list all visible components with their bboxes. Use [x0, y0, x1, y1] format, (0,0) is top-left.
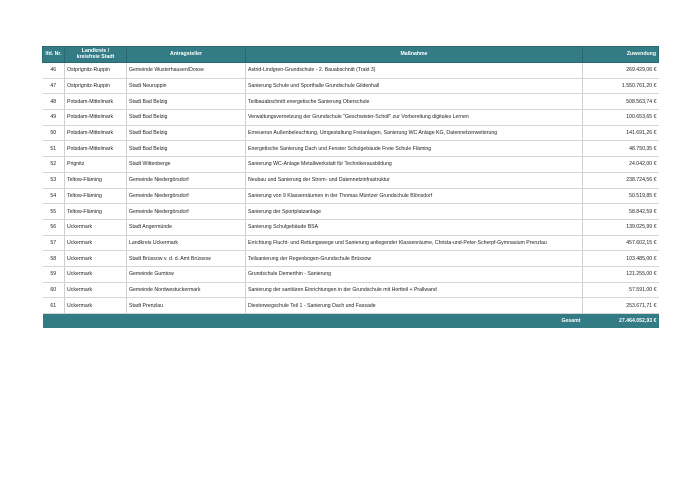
header-antragsteller: Antragsteller — [127, 47, 246, 63]
cell-zuwendung: 238.724,56 € — [583, 172, 659, 188]
cell-antragsteller: Stadt Bad Belzig — [127, 94, 246, 110]
cell-zuwendung: 139.025,99 € — [583, 219, 659, 235]
table-row — [43, 251, 659, 267]
table-row — [43, 94, 659, 110]
cell-nr: 46 — [43, 63, 65, 79]
cell-nr: 59 — [43, 266, 65, 282]
cell-kreis: Uckermark — [65, 298, 127, 314]
cell-nr: 49 — [43, 110, 65, 126]
cell-kreis: Prignitz — [65, 157, 127, 173]
cell-zuwendung: 141.691,26 € — [583, 125, 659, 141]
header-kreis — [65, 47, 127, 63]
cell-kreis: Uckermark — [65, 251, 127, 267]
cell-antragsteller: Gemeinde Gumtow — [127, 266, 246, 282]
funding-table-page — [42, 46, 658, 328]
cell-antragsteller: Stadt Angermünde — [127, 219, 246, 235]
cell-kreis: Teltow-Fläming — [65, 188, 127, 204]
table-row — [43, 157, 659, 173]
cell-antragsteller: Stadt Wittenberge — [127, 157, 246, 173]
cell-zuwendung: 269.429,06 € — [583, 63, 659, 79]
cell-antragsteller: Gemeinde Niedergörsdorf — [127, 204, 246, 220]
cell-nr: 56 — [43, 219, 65, 235]
total-value: 27.464.052,93 € — [583, 314, 659, 329]
cell-nr: 61 — [43, 298, 65, 314]
cell-kreis: Uckermark — [65, 266, 127, 282]
cell-nr: 54 — [43, 188, 65, 204]
cell-massnahme: Sanierung von 9 Klassenräumen in der Thomas Müntzer Grundschule Blönsdorf — [246, 188, 583, 204]
cell-nr: 60 — [43, 282, 65, 298]
cell-nr: 52 — [43, 157, 65, 173]
cell-kreis: Ostprignitz-Ruppin — [65, 63, 127, 79]
cell-massnahme: Teilbauabschnitt energetische Sanierung Oberschule — [246, 94, 583, 110]
header-kreis-line1: Landkreis / — [81, 47, 110, 54]
table-row — [43, 172, 659, 188]
cell-massnahme: Diesterwegschule Teil 1 - Sanierung Dach und Fassade — [246, 298, 583, 314]
cell-zuwendung: 100.653,65 € — [583, 110, 659, 126]
cell-nr: 50 — [43, 125, 65, 141]
cell-antragsteller: Gemeinde Niedergörsdorf — [127, 188, 246, 204]
total-row — [43, 314, 659, 329]
funding-table — [42, 46, 659, 328]
cell-zuwendung: 103.485,00 € — [583, 251, 659, 267]
cell-massnahme: Grundschule Demerthin - Sanierung — [246, 266, 583, 282]
table-header-row — [43, 47, 659, 63]
header-massnahme: Maßnahme — [246, 47, 583, 63]
cell-kreis: Uckermark — [65, 282, 127, 298]
table-row — [43, 125, 659, 141]
cell-nr: 47 — [43, 78, 65, 94]
cell-antragsteller: Stadt Bad Belzig — [127, 110, 246, 126]
table-row — [43, 219, 659, 235]
cell-kreis: Teltow-Fläming — [65, 172, 127, 188]
table-row — [43, 78, 659, 94]
cell-antragsteller: Stadt Brüssow v. d. d. Amt Brüssow — [127, 251, 246, 267]
cell-kreis: Potsdam-Mittelmark — [65, 125, 127, 141]
cell-massnahme: Verwaltungsvernetzung der Grundschule "Geschwister-Scholl" zur Vorbereitung digitales Lernen — [246, 110, 583, 126]
cell-zuwendung: 57.591,00 € — [583, 282, 659, 298]
cell-kreis: Potsdam-Mittelmark — [65, 110, 127, 126]
cell-massnahme: Errichtung Flucht- und Rettungswege und Sanierung anliegender Klassenräume, Christa-und-Peter-Scherpf-Gymnasium Prenzlau — [246, 235, 583, 251]
cell-antragsteller: Landkreis Uckermark — [127, 235, 246, 251]
cell-massnahme: Neubau und Sanierung der Strom- und Datennetzinfrastruktur — [246, 172, 583, 188]
cell-nr: 57 — [43, 235, 65, 251]
cell-massnahme: Sanierung der sanitären Einrichtungen in der Grundschule mit Hortteil + Prallwand — [246, 282, 583, 298]
cell-kreis: Teltow-Fläming — [65, 204, 127, 220]
cell-massnahme: Sanierung WC-Anlage Metallwerkstatt für Technikerausbildung — [246, 157, 583, 173]
table-row — [43, 282, 659, 298]
table-row — [43, 110, 659, 126]
cell-zuwendung: 48.750,35 € — [583, 141, 659, 157]
header-zuwendung: Zuwendung — [583, 47, 659, 63]
cell-kreis: Uckermark — [65, 219, 127, 235]
cell-zuwendung: 50.519,85 € — [583, 188, 659, 204]
cell-massnahme: Sanierung Schule und Sporthalle Grundschule Gildenhall — [246, 78, 583, 94]
cell-antragsteller: Stadt Neuruppin — [127, 78, 246, 94]
cell-massnahme: Erneuerun Außenbeleuchtung, Umgestaltung Freianlagen, Sanierung WC Anlage KG, Datennetzerweiterung — [246, 125, 583, 141]
table-row — [43, 266, 659, 282]
table-row — [43, 298, 659, 314]
cell-massnahme: Energetische Sanierung Dach und Fenster Schulgebäude Freie Schule Fläming — [246, 141, 583, 157]
cell-antragsteller: Stadt Prenzlau — [127, 298, 246, 314]
cell-zuwendung: 1.550.761,20 € — [583, 78, 659, 94]
cell-massnahme: Sanierung Schulgebäude BSA — [246, 219, 583, 235]
cell-antragsteller: Gemeinde Niedergörsdorf — [127, 172, 246, 188]
table-row — [43, 63, 659, 79]
cell-zuwendung: 508.563,74 € — [583, 94, 659, 110]
cell-nr: 51 — [43, 141, 65, 157]
cell-antragsteller: Gemeinde Nordwestuckermark — [127, 282, 246, 298]
header-nr: lfd. Nr. — [43, 47, 65, 63]
cell-zuwendung: 253.671,71 € — [583, 298, 659, 314]
cell-massnahme: Teilsanierung der Regenbogen-Grundschule Brüssow — [246, 251, 583, 267]
table-row — [43, 235, 659, 251]
table-row — [43, 188, 659, 204]
header-kreis-line2: kreisfreie Stadt — [76, 53, 115, 60]
cell-zuwendung: 24.042,00 € — [583, 157, 659, 173]
total-label: Gesamt — [43, 314, 583, 329]
cell-nr: 53 — [43, 172, 65, 188]
cell-massnahme: Astrid-Lindgren-Grundschule - 2. Bauabschnitt (Trakt 3) — [246, 63, 583, 79]
cell-antragsteller: Stadt Bad Belzig — [127, 125, 246, 141]
cell-zuwendung: 58.842,59 € — [583, 204, 659, 220]
cell-kreis: Potsdam-Mittelmark — [65, 141, 127, 157]
cell-nr: 55 — [43, 204, 65, 220]
cell-zuwendung: 457.602,15 € — [583, 235, 659, 251]
cell-kreis: Uckermark — [65, 235, 127, 251]
cell-antragsteller: Gemeinde Wusterhausen/Dosse — [127, 63, 246, 79]
cell-antragsteller: Stadt Bad Belzig — [127, 141, 246, 157]
cell-kreis: Ostprignitz-Ruppin — [65, 78, 127, 94]
table-row — [43, 204, 659, 220]
cell-massnahme: Sanierung der Sportplatzanlage — [246, 204, 583, 220]
cell-kreis: Potsdam-Mittelmark — [65, 94, 127, 110]
cell-zuwendung: 121.255,00 € — [583, 266, 659, 282]
cell-nr: 58 — [43, 251, 65, 267]
cell-nr: 48 — [43, 94, 65, 110]
table-row — [43, 141, 659, 157]
